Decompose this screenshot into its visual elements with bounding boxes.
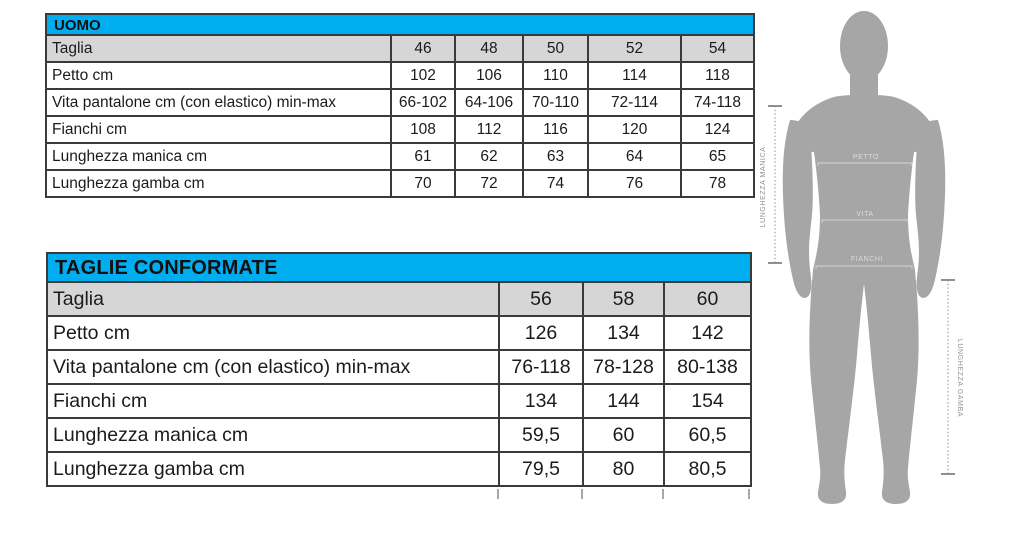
value-cell: 114 — [588, 62, 681, 89]
row-label: Petto cm — [47, 316, 499, 350]
value-cell: 80,5 — [664, 452, 751, 486]
male-silhouette-right-arm — [915, 120, 945, 298]
value-cell: 76 — [588, 170, 681, 197]
hips-label: FIANCHI — [850, 256, 884, 263]
size-column-header: 58 — [583, 282, 664, 316]
value-cell: 72 — [455, 170, 523, 197]
size-column-header: 46 — [391, 35, 455, 62]
value-cell: 60 — [583, 418, 664, 452]
value-cell: 66-102 — [391, 89, 455, 116]
row-label: Lunghezza gamba cm — [47, 452, 499, 486]
value-cell: 80-138 — [664, 350, 751, 384]
value-cell: 108 — [391, 116, 455, 143]
size-header-row — [47, 282, 751, 316]
male-silhouette-right-leg — [864, 280, 919, 504]
value-cell: 59,5 — [499, 418, 583, 452]
size-column-header: 48 — [455, 35, 523, 62]
row-label: Vita pantalone cm (con elastico) min-max — [46, 89, 391, 116]
male-silhouette-neck — [850, 62, 878, 100]
value-cell: 80 — [583, 452, 664, 486]
size-column-header: 54 — [681, 35, 754, 62]
size-column-header: 52 — [588, 35, 681, 62]
value-cell: 63 — [523, 143, 588, 170]
row-label: Lunghezza manica cm — [47, 418, 499, 452]
chest-label: PETTO — [852, 154, 880, 161]
measurement-row — [46, 170, 754, 197]
value-cell: 124 — [681, 116, 754, 143]
row-label: Taglia — [47, 282, 499, 316]
table-edge-stub — [581, 489, 583, 499]
table-edge-stub — [662, 489, 664, 499]
measurement-row — [46, 62, 754, 89]
value-cell: 144 — [583, 384, 664, 418]
row-label: Taglia — [46, 35, 391, 62]
figure-svg — [754, 0, 1024, 544]
measurement-row — [47, 418, 751, 452]
conformate-size-table — [46, 281, 752, 487]
value-cell: 134 — [583, 316, 664, 350]
sleeve-length-label: LUNGHEZZA MANICA — [760, 146, 767, 228]
size-column-header: 50 — [523, 35, 588, 62]
leg-length-label: LUNGHEZZA GAMBA — [956, 338, 963, 418]
row-label: Fianchi cm — [46, 116, 391, 143]
row-label: Fianchi cm — [47, 384, 499, 418]
value-cell: 79,5 — [499, 452, 583, 486]
row-label: Vita pantalone cm (con elastico) min-max — [47, 350, 499, 384]
male-body-measurement-diagram — [754, 0, 1024, 544]
uomo-size-table-section — [45, 13, 755, 198]
value-cell: 74 — [523, 170, 588, 197]
value-cell: 60,5 — [664, 418, 751, 452]
value-cell: 78 — [681, 170, 754, 197]
value-cell: 65 — [681, 143, 754, 170]
waist-label: VITA — [856, 211, 874, 218]
male-silhouette-left-leg — [809, 280, 864, 504]
value-cell: 116 — [523, 116, 588, 143]
value-cell: 118 — [681, 62, 754, 89]
row-label: Lunghezza manica cm — [46, 143, 391, 170]
measurement-row — [46, 89, 754, 116]
measurement-row — [47, 316, 751, 350]
measurement-row — [46, 143, 754, 170]
value-cell: 70-110 — [523, 89, 588, 116]
conformate-table-title: TAGLIE CONFORMATE — [46, 252, 752, 281]
size-column-header: 56 — [499, 282, 583, 316]
value-cell: 64-106 — [455, 89, 523, 116]
male-silhouette-left-arm — [783, 120, 813, 298]
measurement-row — [47, 350, 751, 384]
value-cell: 64 — [588, 143, 681, 170]
value-cell: 112 — [455, 116, 523, 143]
value-cell: 120 — [588, 116, 681, 143]
size-header-row — [46, 35, 754, 62]
value-cell: 154 — [664, 384, 751, 418]
value-cell: 62 — [455, 143, 523, 170]
value-cell: 142 — [664, 316, 751, 350]
value-cell: 110 — [523, 62, 588, 89]
value-cell: 78-128 — [583, 350, 664, 384]
measurement-row — [47, 452, 751, 486]
value-cell: 102 — [391, 62, 455, 89]
size-column-header: 60 — [664, 282, 751, 316]
row-label: Lunghezza gamba cm — [46, 170, 391, 197]
conformate-size-table-section — [46, 252, 752, 487]
value-cell: 106 — [455, 62, 523, 89]
value-cell: 76-118 — [499, 350, 583, 384]
table-edge-stub — [497, 489, 499, 499]
table-edge-stub — [748, 489, 750, 499]
value-cell: 72-114 — [588, 89, 681, 116]
value-cell: 61 — [391, 143, 455, 170]
measurement-row — [46, 116, 754, 143]
value-cell: 70 — [391, 170, 455, 197]
value-cell: 134 — [499, 384, 583, 418]
uomo-table-title: UOMO — [45, 13, 755, 34]
value-cell: 74-118 — [681, 89, 754, 116]
value-cell: 126 — [499, 316, 583, 350]
row-label: Petto cm — [46, 62, 391, 89]
measurement-row — [47, 384, 751, 418]
uomo-size-table — [45, 34, 755, 198]
